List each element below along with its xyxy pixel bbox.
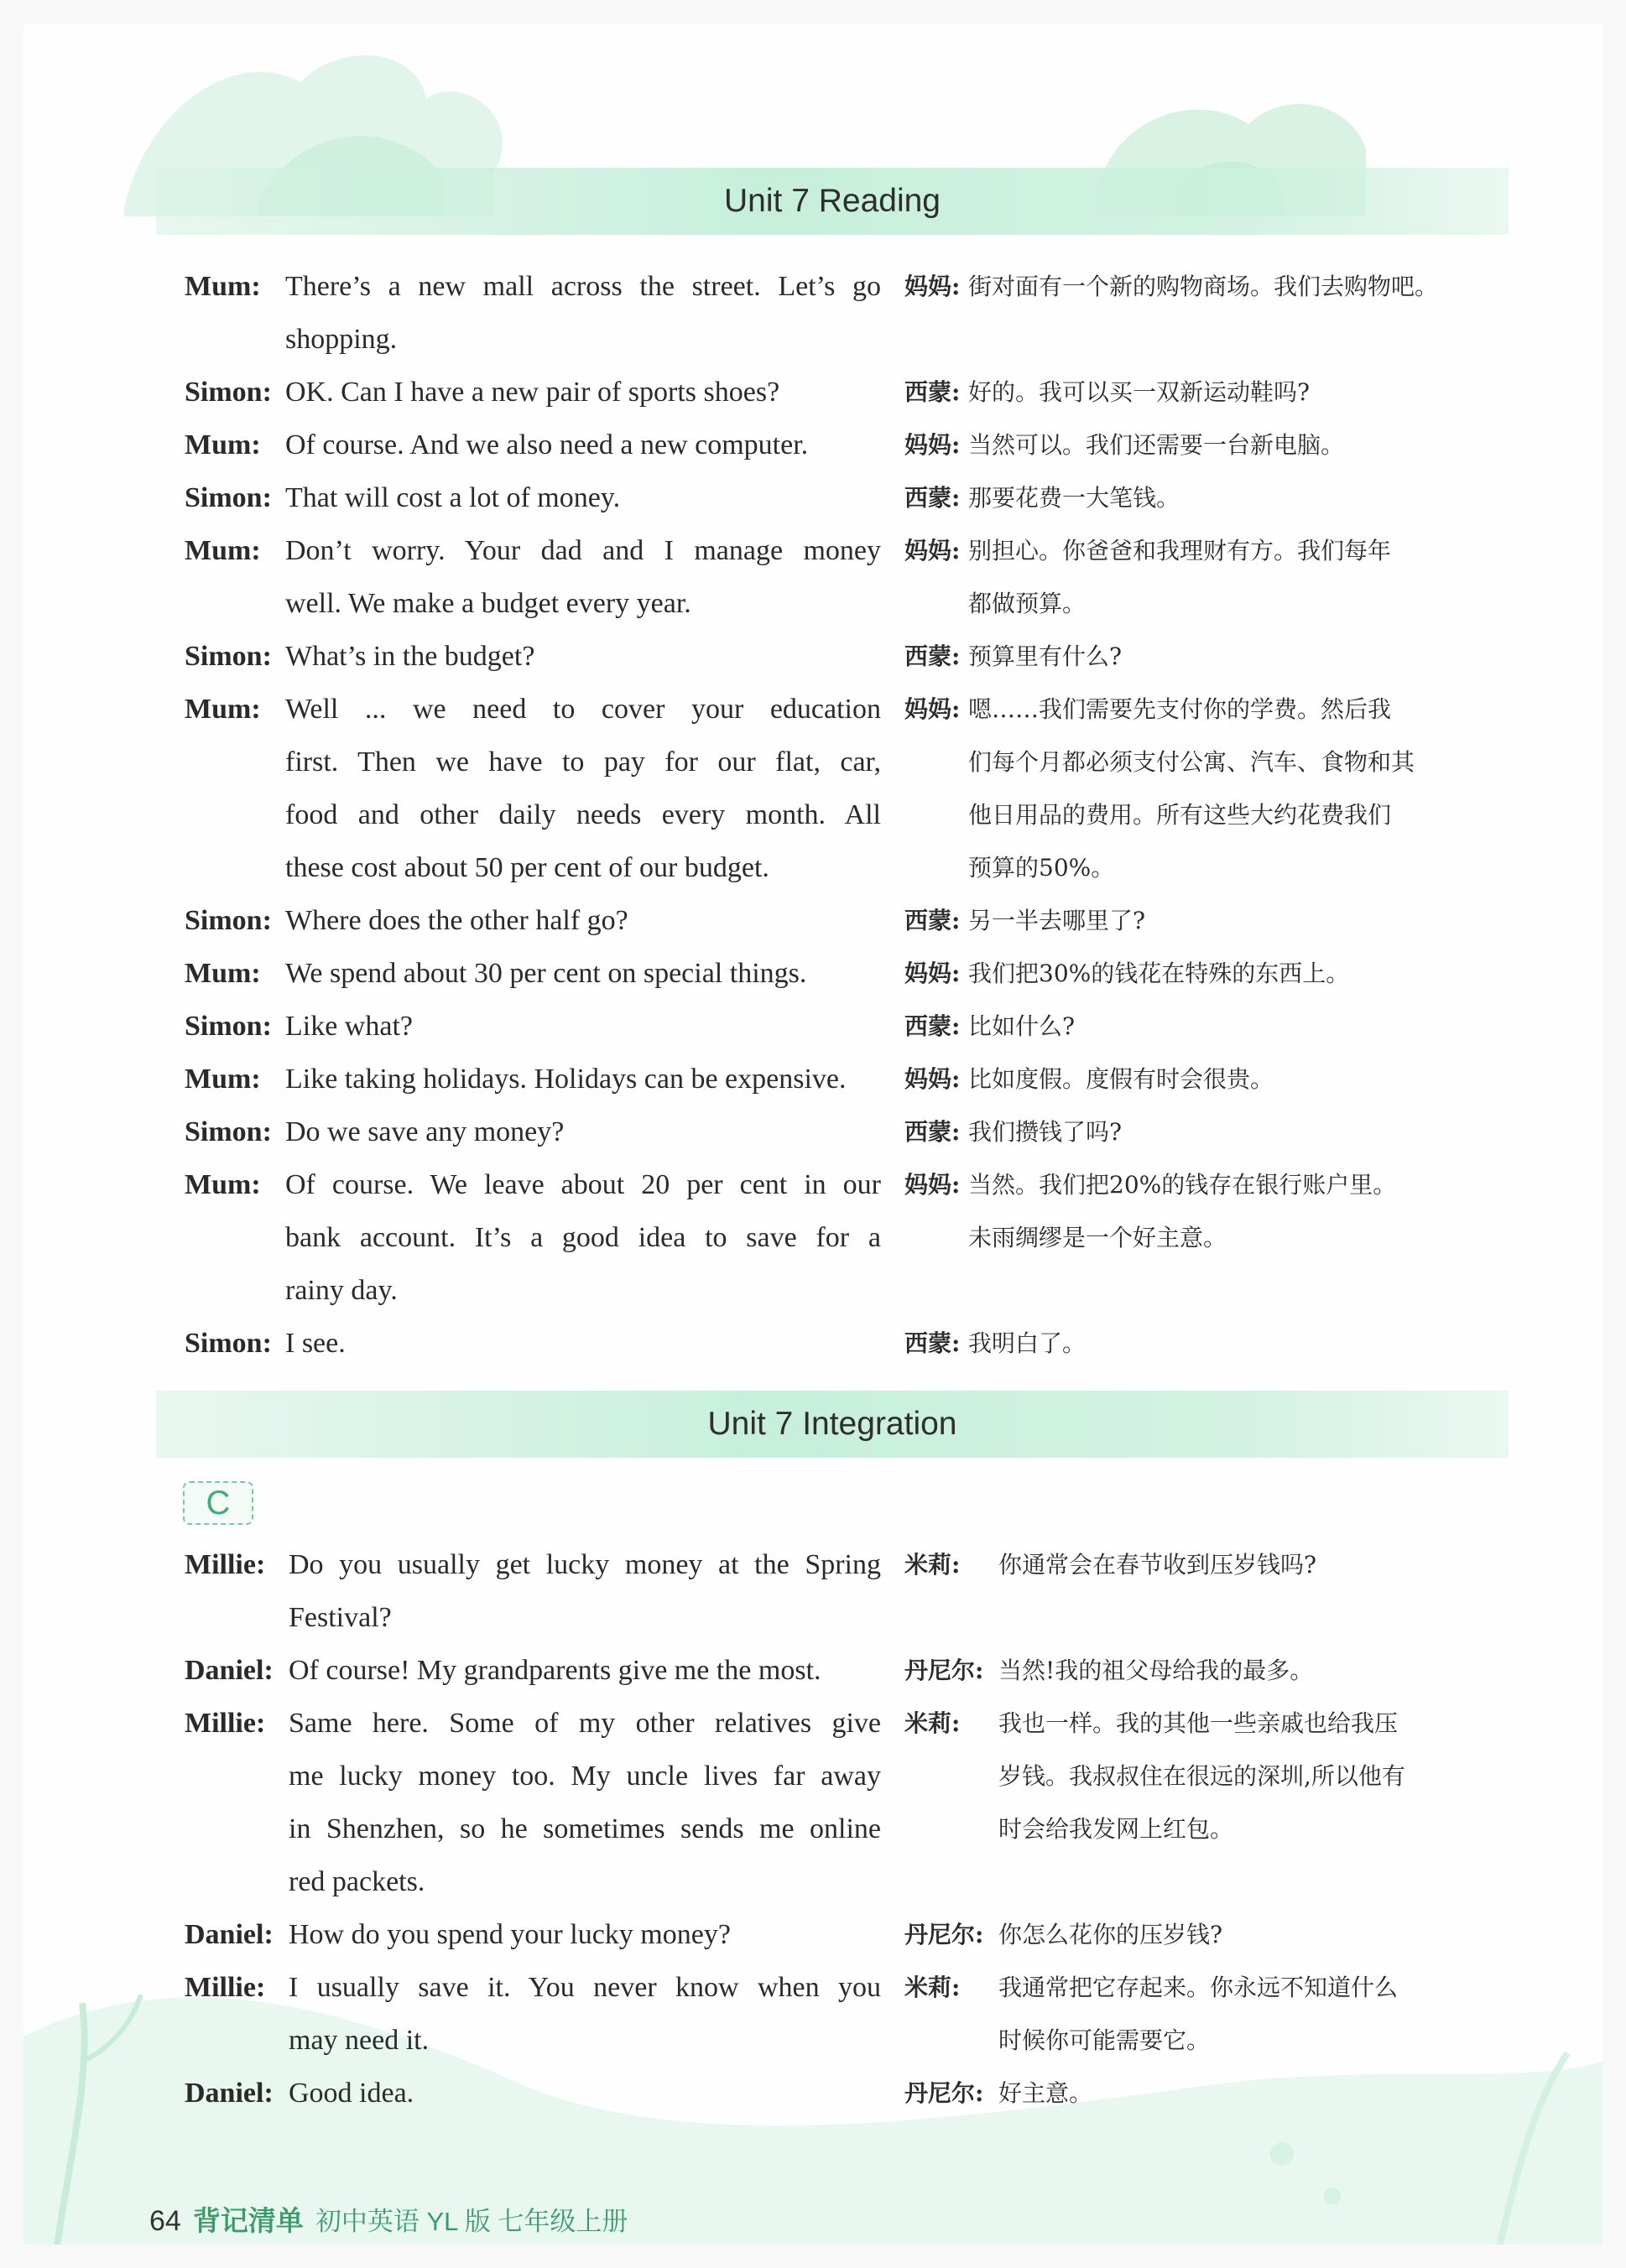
english-text: Of course. And we also need a new computer. (285, 429, 809, 460)
english-text: rainy day. (285, 1275, 398, 1306)
english-text-line (185, 630, 881, 683)
english-line (185, 683, 881, 894)
dialogue-row (23, 1317, 1603, 1370)
english-text-line (185, 471, 881, 524)
speaker-name-en: Simon: (185, 905, 272, 936)
speaker-name-zh: 妈妈: (904, 537, 961, 564)
english-text: bank account. It’s a good idea to save for a (285, 1222, 881, 1253)
speaker-name-en: Daniel: (185, 1655, 274, 1686)
section-title-reading: Unit 7 Reading (724, 183, 941, 219)
dialogue-row (23, 2067, 1603, 2120)
chinese-text-line (904, 683, 1509, 736)
english-text-line (185, 683, 881, 736)
speaker-name-zh: 西蒙: (904, 642, 961, 670)
speaker-name-zh: 西蒙: (904, 907, 961, 934)
english-text-line (185, 2014, 881, 2067)
chinese-text-line (904, 1802, 1509, 1855)
chinese-text: 好主意。 (998, 2079, 1093, 2107)
chinese-text-line (904, 1750, 1509, 1802)
reading-dialogue (23, 260, 1603, 1370)
english-line (185, 471, 881, 524)
chinese-text-line (904, 1697, 1509, 1750)
chinese-line (904, 1538, 1509, 1591)
chinese-text-line (904, 1317, 1509, 1370)
chinese-line (904, 471, 1509, 524)
chinese-text: 预算的50%。 (968, 854, 1115, 882)
dialogue-row (23, 1158, 1603, 1317)
english-text-line (185, 788, 881, 841)
speaker-name-en: Daniel: (185, 1919, 274, 1950)
chinese-text-line (904, 947, 1509, 1000)
english-line (185, 260, 881, 366)
english-text: Do you usually get lucky money at the Spring (289, 1549, 881, 1580)
english-text-line (185, 1317, 881, 1370)
speaker-name-zh: 妈妈: (904, 273, 961, 300)
section-banner-reading (156, 168, 1509, 235)
speaker-name-en: Simon: (185, 1116, 272, 1147)
english-text: Good idea. (289, 2078, 414, 2109)
english-text-line (185, 1855, 881, 1908)
chinese-text-line (904, 736, 1509, 788)
chinese-text-line (904, 1158, 1509, 1211)
speaker-name-en: Mum: (185, 271, 261, 302)
english-line (185, 1000, 881, 1053)
speaker-name-en: Simon: (185, 641, 272, 672)
dialogue-row (23, 1053, 1603, 1105)
english-text: me lucky money too. My uncle lives far away (289, 1761, 881, 1792)
chinese-text: 当然!我的祖父母给我的最多。 (998, 1657, 1314, 1684)
speaker-name-zh: 西蒙: (904, 378, 961, 406)
speaker-name-zh: 米莉: (904, 1974, 961, 2001)
chinese-text: 都做预算。 (968, 590, 1087, 617)
speaker-name-zh: 西蒙: (904, 484, 961, 512)
chinese-text-line (904, 630, 1509, 683)
chinese-text-line (904, 788, 1509, 841)
english-line (185, 1158, 881, 1317)
english-text: Festival? (289, 1602, 392, 1633)
english-text: OK. Can I have a new pair of sports shoes? (285, 377, 780, 408)
chinese-text-line (904, 577, 1509, 630)
english-line (185, 1961, 881, 2067)
chinese-line (904, 2067, 1509, 2120)
english-text: Like taking holidays. Holidays can be expensive. (285, 1064, 847, 1095)
english-text: Where does the other half go? (285, 905, 628, 936)
speaker-name-zh: 西蒙: (904, 1118, 961, 1146)
chinese-text: 别担心。你爸爸和我理财有方。我们每年 (968, 537, 1392, 564)
chinese-text-line (904, 841, 1509, 894)
english-line (185, 1317, 881, 1370)
chinese-text: 好的。我可以买一双新运动鞋吗? (968, 378, 1311, 406)
english-line (185, 2067, 881, 2120)
chinese-text-line (904, 471, 1509, 524)
english-text-line (185, 736, 881, 788)
dialogue-row (23, 947, 1603, 1000)
chinese-line (904, 1908, 1509, 1961)
dialogue-row (23, 471, 1603, 524)
speaker-name-zh: 妈妈: (904, 695, 961, 723)
dialogue-row (23, 630, 1603, 683)
chinese-text: 岁钱。我叔叔住在很远的深圳,所以他有 (998, 1762, 1405, 1790)
dialogue-row (23, 1644, 1603, 1697)
chinese-text: 当然。我们把20%的钱存在银行账户里。 (968, 1171, 1397, 1199)
english-text: shopping. (285, 324, 398, 355)
english-text-line (185, 366, 881, 419)
english-text-line (185, 1697, 881, 1750)
chinese-text: 时会给我发网上红包。 (998, 1815, 1234, 1843)
english-text-line (185, 1802, 881, 1855)
chinese-line (904, 1000, 1509, 1053)
english-text: We spend about 30 per cent on special things. (285, 958, 807, 989)
speaker-name-en: Daniel: (185, 2078, 274, 2109)
chinese-text-line (904, 2014, 1509, 2067)
section-title-integration: Unit 7 Integration (707, 1406, 957, 1442)
section-banner-integration (156, 1391, 1509, 1458)
chinese-text: 街对面有一个新的购物商场。我们去购物吧。 (968, 273, 1439, 300)
speaker-name-en: Millie: (185, 1708, 266, 1739)
english-text-line (185, 1264, 881, 1317)
page-number: 64 (149, 2205, 181, 2237)
chinese-text-line (904, 1961, 1509, 2014)
chinese-line (904, 1697, 1509, 1855)
chinese-text: 另一半去哪里了? (968, 907, 1146, 934)
english-line (185, 1053, 881, 1105)
english-text-line (185, 1750, 881, 1802)
chinese-line (904, 1317, 1509, 1370)
dialogue-row (23, 683, 1603, 894)
english-text-line (185, 947, 881, 1000)
english-text-line (185, 1644, 881, 1697)
english-line (185, 947, 881, 1000)
english-line (185, 419, 881, 471)
english-text: first. Then we have to pay for our flat, car, (285, 746, 881, 778)
dialogue-row (23, 1105, 1603, 1158)
integration-dialogue (23, 1538, 1603, 2120)
page (23, 23, 1603, 2245)
chinese-text: 们每个月都必须支付公寓、汽车、食物和其 (968, 748, 1415, 776)
chinese-text-line (904, 1908, 1509, 1961)
speaker-name-en: Mum: (185, 1064, 261, 1095)
book-subtitle: 初中英语 YL 版 七年级上册 (315, 2207, 628, 2236)
speaker-name-en: Millie: (185, 1972, 266, 2003)
speaker-name-en: Simon: (185, 1011, 272, 1042)
dialogue-row (23, 1697, 1603, 1908)
english-text: Of course. We leave about 20 per cent in our (285, 1169, 881, 1200)
english-text-line (185, 1000, 881, 1053)
english-line (185, 1105, 881, 1158)
english-text-line (185, 1961, 881, 2014)
chinese-line (904, 366, 1509, 419)
english-text: What’s in the budget? (285, 641, 535, 672)
speaker-name-zh: 妈妈: (904, 960, 961, 987)
english-text: That will cost a lot of money. (285, 482, 621, 513)
chinese-text-line (904, 1644, 1509, 1697)
english-text: Do we save any money? (285, 1116, 565, 1147)
speaker-name-en: Millie: (185, 1549, 266, 1580)
chinese-text: 你通常会在春节收到压岁钱吗? (998, 1551, 1317, 1579)
english-text-line (185, 1158, 881, 1211)
chinese-line (904, 1961, 1509, 2067)
speaker-name-zh: 丹尼尔: (904, 1657, 984, 1684)
speaker-name-en: Mum: (185, 535, 261, 566)
chinese-text: 比如什么? (968, 1012, 1076, 1040)
english-line (185, 1644, 881, 1697)
english-text-line (185, 894, 881, 947)
chinese-line (904, 419, 1509, 471)
chinese-text-line (904, 2067, 1509, 2120)
chinese-line (904, 894, 1509, 947)
english-text-line (185, 1211, 881, 1264)
chinese-text-line (904, 260, 1509, 313)
chinese-text: 嗯……我们需要先支付你的学费。然后我 (968, 695, 1392, 723)
dialogue-row (23, 894, 1603, 947)
section-label-box (183, 1481, 253, 1525)
chinese-text-line (904, 366, 1509, 419)
speaker-name-en: Mum: (185, 429, 261, 460)
english-line (185, 630, 881, 683)
english-text: There’s a new mall across the street. Let’s go (285, 271, 881, 302)
chinese-text-line (904, 1105, 1509, 1158)
english-text: well. We make a budget every year. (285, 588, 691, 619)
section-label: C (206, 1484, 231, 1522)
english-text: may need it. (289, 2025, 430, 2056)
dialogue-row (23, 524, 1603, 630)
dialogue-row (23, 1961, 1603, 2067)
english-text-line (185, 313, 881, 366)
speaker-name-zh: 丹尼尔: (904, 2079, 984, 2107)
chinese-text: 我们攒钱了吗? (968, 1118, 1123, 1146)
speaker-name-zh: 西蒙: (904, 1012, 961, 1040)
english-text: Of course! My grandparents give me the most. (289, 1655, 821, 1686)
page-footer (149, 2199, 628, 2239)
english-text-line (185, 1538, 881, 1591)
english-text: in Shenzhen, so he sometimes sends me online (289, 1813, 881, 1844)
english-text-line (185, 841, 881, 894)
chinese-text-line (904, 1053, 1509, 1105)
speaker-name-en: Simon: (185, 377, 272, 408)
chinese-text: 我也一样。我的其他一些亲戚也给我压 (998, 1709, 1399, 1737)
english-line (185, 1538, 881, 1644)
english-line (185, 1908, 881, 1961)
chinese-line (904, 524, 1509, 630)
chinese-text: 预算里有什么? (968, 642, 1123, 670)
dialogue-row (23, 419, 1603, 471)
english-text-line (185, 524, 881, 577)
english-text: red packets. (289, 1866, 425, 1897)
chinese-text: 未雨绸缪是一个好主意。 (968, 1224, 1227, 1251)
chinese-text-line (904, 524, 1509, 577)
english-text-line (185, 1908, 881, 1961)
english-text-line (185, 1591, 881, 1644)
chinese-text: 你怎么花你的压岁钱? (998, 1921, 1223, 1948)
chinese-text-line (904, 894, 1509, 947)
chinese-text-line (904, 1538, 1509, 1591)
english-line (185, 366, 881, 419)
chinese-line (904, 630, 1509, 683)
english-text: How do you spend your lucky money? (289, 1919, 731, 1950)
dialogue-row (23, 366, 1603, 419)
chinese-line (904, 1644, 1509, 1697)
english-line (185, 894, 881, 947)
dialogue-row (23, 1908, 1603, 1961)
english-text: I see. (285, 1328, 346, 1359)
chinese-text: 那要花费一大笔钱。 (968, 484, 1180, 512)
english-text: Don’t worry. Your dad and I manage money (285, 535, 881, 566)
speaker-name-en: Simon: (185, 1328, 272, 1359)
speaker-name-zh: 妈妈: (904, 1065, 961, 1093)
english-text: Well ... we need to cover your education (285, 694, 881, 725)
english-text: food and other daily needs every month. All (285, 799, 881, 830)
english-text-line (185, 260, 881, 313)
chinese-text-line (904, 1000, 1509, 1053)
chinese-text: 我们把30%的钱花在特殊的东西上。 (968, 960, 1350, 987)
english-text-line (185, 2067, 881, 2120)
book-title: 背记清单 (192, 2205, 304, 2236)
speaker-name-zh: 西蒙: (904, 1329, 961, 1357)
speaker-name-zh: 米莉: (904, 1551, 961, 1579)
english-text: Same here. Some of my other relatives give (289, 1708, 881, 1739)
chinese-text-line (904, 1211, 1509, 1264)
english-line (185, 1697, 881, 1908)
english-text-line (185, 1053, 881, 1105)
english-line (185, 524, 881, 630)
english-text: these cost about 50 per cent of our budget. (285, 852, 769, 883)
speaker-name-en: Mum: (185, 958, 261, 989)
chinese-text: 当然可以。我们还需要一台新电脑。 (968, 431, 1345, 459)
chinese-text: 我明白了。 (968, 1329, 1087, 1357)
speaker-name-zh: 米莉: (904, 1709, 961, 1737)
chinese-text-line (904, 419, 1509, 471)
speaker-name-en: Mum: (185, 1169, 261, 1200)
english-text-line (185, 419, 881, 471)
speaker-name-zh: 妈妈: (904, 431, 961, 459)
dialogue-row (23, 1538, 1603, 1644)
chinese-text: 他日用品的费用。所有这些大约花费我们 (968, 801, 1392, 829)
speaker-name-en: Mum: (185, 694, 261, 725)
speaker-name-zh: 丹尼尔: (904, 1921, 984, 1948)
dialogue-row (23, 260, 1603, 366)
english-text: Like what? (285, 1011, 413, 1042)
english-text-line (185, 1105, 881, 1158)
english-text: I usually save it. You never know when you (289, 1972, 881, 2003)
speaker-name-zh: 妈妈: (904, 1171, 961, 1199)
chinese-text: 比如度假。度假有时会很贵。 (968, 1065, 1274, 1093)
chinese-line (904, 260, 1509, 313)
speaker-name-en: Simon: (185, 482, 272, 513)
chinese-line (904, 947, 1509, 1000)
chinese-line (904, 1158, 1509, 1264)
english-text-line (185, 577, 881, 630)
chinese-line (904, 683, 1509, 894)
chinese-text: 我通常把它存起来。你永远不知道什么 (998, 1974, 1399, 2001)
chinese-line (904, 1105, 1509, 1158)
chinese-line (904, 1053, 1509, 1105)
chinese-text: 时候你可能需要它。 (998, 2026, 1211, 2054)
dialogue-row (23, 1000, 1603, 1053)
